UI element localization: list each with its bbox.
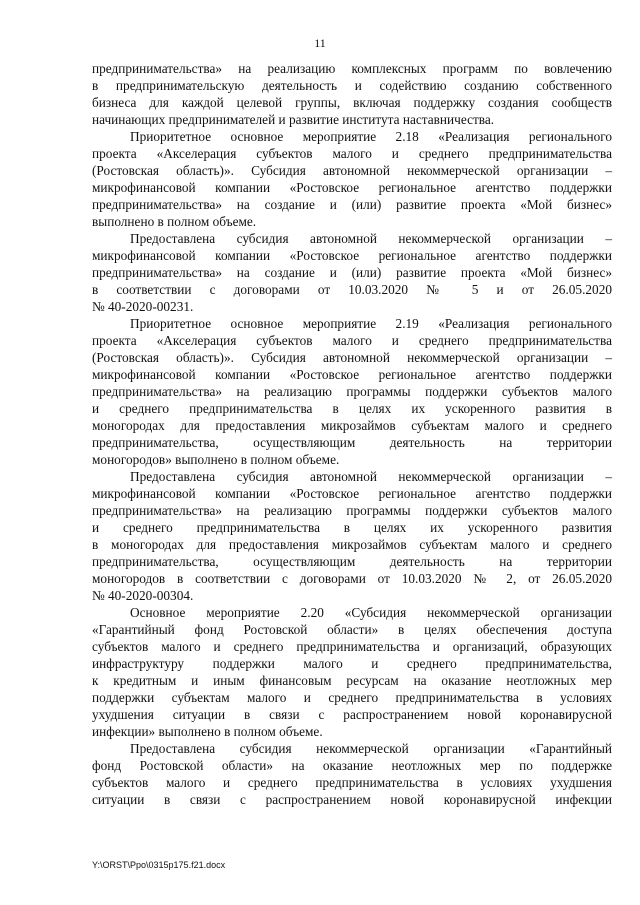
text-line: (Ростовская область)». Субсидия автономной некоммерческой организации – bbox=[92, 350, 612, 365]
text-line: Предоставлена субсидия автономной некоммерческой организации – bbox=[130, 469, 612, 484]
text-line: инфекции» выполнено в полном объеме. bbox=[92, 724, 323, 739]
text-line: предпринимательства» на создание и (или) развитие проекта «Мой бизнес» bbox=[92, 265, 612, 280]
text-line: Приоритетное основное мероприятие 2.19 «Реализация регионального bbox=[130, 316, 612, 331]
text-line: Предоставлена субсидия автономной некоммерческой организации – bbox=[130, 231, 612, 246]
text-line: выполнено в полном объеме. bbox=[92, 214, 257, 229]
text-line: ухудшения ситуации в связи с распространением новой коронавирусной bbox=[92, 707, 612, 722]
text-line: моногородов в соответствии с договорами от 10.03.2020 № 2, от 26.05.2020 bbox=[92, 571, 612, 586]
text-line: и среднего предпринимательства в целях их ускоренного развития в bbox=[92, 401, 612, 416]
text-line: к кредитным и иным финансовым ресурсам на оказание неотложных мер bbox=[92, 673, 612, 688]
body-text bbox=[92, 60, 612, 808]
text-line: Приоритетное основное мероприятие 2.18 «Реализация регионального bbox=[130, 129, 612, 144]
text-line: начинающих предпринимателей и развитие института наставничества. bbox=[92, 112, 495, 127]
text-line: предпринимательства» на реализацию комплексных программ по вовлечению bbox=[92, 61, 612, 76]
text-line: микрофинансовой компании «Ростовское региональное агентство поддержки bbox=[92, 180, 612, 195]
text-line: проекта «Акселерация субъектов малого и среднего предпринимательства bbox=[92, 333, 612, 348]
text-line: в соответствии с договорами от 10.03.2020 № 5 и от 26.05.2020 bbox=[92, 282, 612, 297]
text-line: микрофинансовой компании «Ростовское региональное агентство поддержки bbox=[92, 486, 612, 501]
text-line: бизнеса для каждой целевой группы, включая поддержку создания сообществ bbox=[92, 95, 612, 110]
text-line: фонд Ростовской области» на оказание неотложных мер по поддержке bbox=[92, 758, 612, 773]
text-line: № 40-2020-00231. bbox=[92, 299, 194, 314]
text-line: проекта «Акселерация субъектов малого и среднего предпринимательства bbox=[92, 146, 612, 161]
text-line: предпринимательства, осуществляющим деятельность на территории bbox=[92, 435, 612, 450]
text-line: «Гарантийный фонд Ростовской области» в целях обеспечения доступа bbox=[92, 622, 612, 637]
text-line: предпринимательства» на создание и (или) развитие проекта «Мой бизнес» bbox=[92, 197, 612, 212]
text-line: микрофинансовой компании «Ростовское региональное агентство поддержки bbox=[92, 248, 612, 263]
text-line: и среднего предпринимательства в целях их ускоренного развития bbox=[92, 520, 612, 535]
text-line: в предпринимательскую деятельность и содействию созданию собственного bbox=[92, 78, 612, 93]
page-number: 11 bbox=[314, 36, 326, 50]
text-line: Основное мероприятие 2.20 «Субсидия некоммерческой организации bbox=[130, 605, 612, 620]
text-line: моногородов» выполнено в полном объеме. bbox=[92, 452, 340, 467]
text-line: (Ростовская область)». Субсидия автономной некоммерческой организации – bbox=[92, 163, 612, 178]
text-line: поддержки субъектам малого и среднего предпринимательства в условиях bbox=[92, 690, 612, 705]
footer-file-path: Y:\ORST\Ppo\0315p175.f21.docx bbox=[92, 860, 226, 870]
text-line: ситуации в связи с распространением новой коронавирусной инфекции bbox=[92, 792, 612, 807]
text-line: предпринимательства» на реализацию программы поддержки субъектов малого bbox=[92, 503, 612, 518]
text-line: инфраструктуру поддержки малого и среднего предпринимательства, bbox=[92, 656, 612, 671]
text-line: Предоставлена субсидия некоммерческой организации «Гарантийный bbox=[130, 741, 612, 756]
text-line: предпринимательства, осуществляющим деятельность на территории bbox=[92, 554, 612, 569]
text-line: моногородах для предоставления микрозаймов субъектам малого и среднего bbox=[92, 418, 612, 433]
text-line: № 40-2020-00304. bbox=[92, 588, 194, 603]
text-line: субъектов малого и среднего предпринимательства и организаций, образующих bbox=[92, 639, 612, 654]
text-line: субъектов малого и среднего предпринимательства в условиях ухудшения bbox=[92, 775, 612, 790]
text-line: микрофинансовой компании «Ростовское региональное агентство поддержки bbox=[92, 367, 612, 382]
text-line: предпринимательства» на реализацию программы поддержки субъектов малого bbox=[92, 384, 612, 399]
text-line: в моногородах для предоставления микрозаймов субъектам малого и среднего bbox=[92, 537, 612, 552]
